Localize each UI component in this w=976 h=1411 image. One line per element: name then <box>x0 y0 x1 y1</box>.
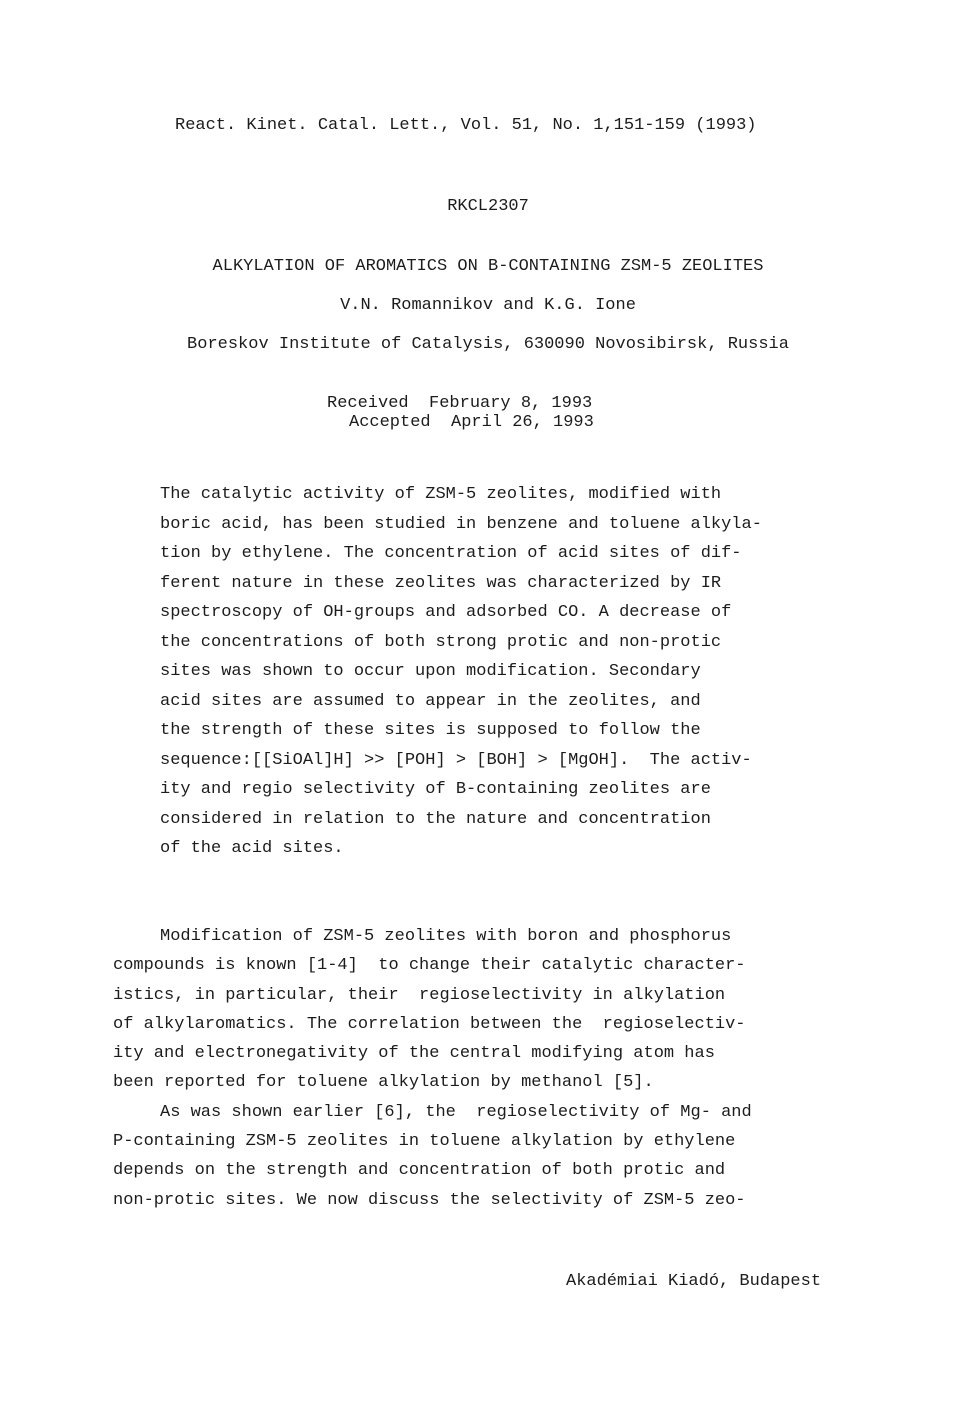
abstract <box>160 480 860 864</box>
received-date: Received February 8, 1993 <box>327 394 593 413</box>
abstract-line: The catalytic activity of ZSM-5 zeolites, modified with <box>160 485 722 504</box>
abstract-line: sites was shown to occur upon modification. Secondary <box>160 662 701 681</box>
abstract-line: of the acid sites. <box>160 839 344 858</box>
abstract-line: the strength of these sites is supposed to follow the <box>160 721 701 740</box>
body-line: ity and electronegativity of the central modifying atom has <box>113 1044 715 1064</box>
body-line: P-containing ZSM-5 zeolites in toluene alkylation by ethylene <box>113 1132 736 1152</box>
body-line: Modification of ZSM-5 zeolites with boron and phosphorus <box>160 927 732 946</box>
body-line: been reported for toluene alkylation by methanol [5]. <box>113 1073 654 1093</box>
accepted-date: Accepted April 26, 1993 <box>349 413 594 432</box>
body-line: of alkylaromatics. The correlation between the regioselectiv- <box>113 1014 746 1034</box>
abstract-line: acid sites are assumed to appear in the zeolites, and <box>160 691 701 711</box>
abstract-line: considered in relation to the nature and concentration <box>160 809 711 829</box>
authors: V.N. Romannikov and K.G. Ione <box>340 296 636 315</box>
abstract-line: spectroscopy of OH-groups and adsorbed CO. A decrease of <box>160 603 732 622</box>
body-line: non-protic sites. We now discuss the selectivity of ZSM-5 zeo- <box>113 1190 746 1210</box>
article-title: ALKYLATION OF AROMATICS ON B-CONTAINING ZSM-5 ZEOLITES <box>212 257 764 276</box>
abstract-line: the concentrations of both strong protic and non-protic <box>160 632 722 652</box>
abstract-line: tion by ethylene. The concentration of acid sites of dif- <box>160 544 742 563</box>
abstract-line: sequence:[[SiOAl]H] >> [POH] > [BOH] > [MgOH]. The activ- <box>160 750 752 770</box>
journal-citation: React. Kinet. Catal. Lett., Vol. 51, No. 1,151-159 (1993) <box>175 116 757 135</box>
body-line: As was shown earlier [6], the regioselectivity of Mg- and <box>160 1102 752 1122</box>
abstract-line: ferent nature in these zeolites was characterized by IR <box>160 573 722 593</box>
body-line: depends on the strength and concentration of both protic and <box>113 1161 726 1181</box>
article-code: RKCL2307 <box>447 197 529 216</box>
body-line: compounds is known [1-4] to change their catalytic character- <box>113 956 746 976</box>
abstract-line: boric acid, has been studied in benzene and toluene alkyla- <box>160 514 762 534</box>
body-text <box>113 922 873 1215</box>
affiliation: Boreskov Institute of Catalysis, 630090 Novosibirsk, Russia <box>187 335 789 354</box>
publisher: Akadémiai Kiadó, Budapest <box>566 1272 822 1291</box>
body-line: istics, in particular, their regioselectivity in alkylation <box>113 985 726 1005</box>
abstract-line: ity and regio selectivity of B-containing zeolites are <box>160 780 711 799</box>
